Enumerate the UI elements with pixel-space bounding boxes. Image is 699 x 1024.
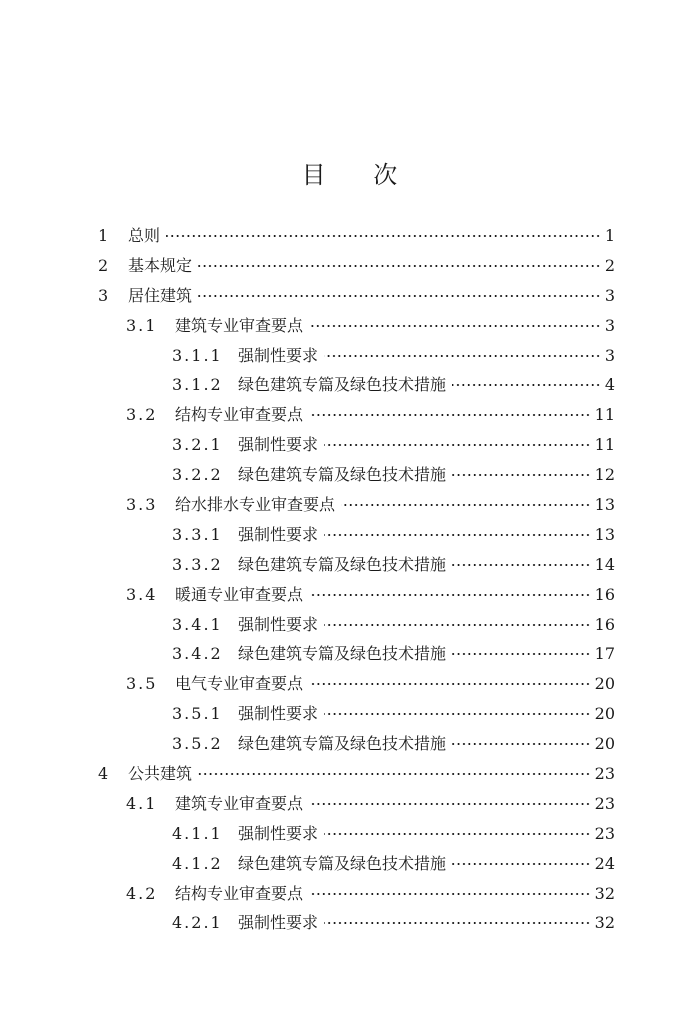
toc-entry-number: 3.1.2 <box>172 375 223 395</box>
toc-entry-number: 3.1 <box>126 315 158 335</box>
toc-entry-page: 32 <box>594 913 615 933</box>
toc-entry-label: 基本规定 <box>128 255 193 275</box>
dot-leader <box>324 355 601 357</box>
toc-entry[interactable] <box>0 580 699 610</box>
dot-leader <box>324 624 591 626</box>
toc-entry-label: 绿色建筑专篇及绿色技术措施 <box>238 853 447 873</box>
dot-leader <box>309 893 591 895</box>
toc-entry-page: 17 <box>594 644 615 664</box>
toc-entry[interactable] <box>0 460 699 490</box>
toc-entry-body <box>238 729 591 759</box>
toc-entry[interactable] <box>0 520 699 550</box>
toc-entry-body <box>238 341 601 371</box>
dot-leader <box>341 504 591 506</box>
dot-leader <box>198 265 601 267</box>
toc-entry-number: 3 <box>98 285 111 305</box>
toc-entry-body <box>128 221 601 251</box>
toc-entry-body <box>128 281 601 311</box>
toc-entry[interactable] <box>0 311 699 341</box>
toc-entry[interactable] <box>0 281 699 311</box>
toc-entry[interactable] <box>0 908 699 938</box>
toc-entry-page: 23 <box>594 764 615 784</box>
toc-entry-page: 16 <box>594 584 615 604</box>
toc-entry-label: 绿色建筑专篇及绿色技术措施 <box>238 465 447 485</box>
toc-entry-number: 3.4 <box>126 584 158 604</box>
page-title: 目 次 <box>301 161 418 189</box>
toc-entry-page: 14 <box>594 554 615 574</box>
toc-entry-body <box>238 610 591 640</box>
toc-entry-number: 3.2.1 <box>172 435 223 455</box>
toc-entry-body <box>238 908 591 938</box>
dot-leader <box>198 295 601 297</box>
toc-entry[interactable] <box>0 759 699 789</box>
toc-entry[interactable] <box>0 370 699 400</box>
toc-entry-body <box>238 520 591 550</box>
toc-entry-page: 11 <box>594 405 615 425</box>
toc-entry-label: 公共建筑 <box>128 764 193 784</box>
toc-entry-page: 3 <box>604 345 615 365</box>
toc-entry-number: 3.3.1 <box>172 524 223 544</box>
toc-entry-page: 13 <box>594 524 615 544</box>
dot-leader <box>324 444 591 446</box>
toc-entry-number: 3.5.1 <box>172 704 223 724</box>
toc-entry-number: 4.2.1 <box>172 913 223 933</box>
toc-entry-number: 3.1.1 <box>172 345 223 365</box>
toc-entry-number: 4.1.2 <box>172 853 223 873</box>
toc-entry-label: 强制性要求 <box>238 704 319 724</box>
toc-entry[interactable] <box>0 879 699 909</box>
dot-leader <box>452 653 591 655</box>
toc-entry-page: 23 <box>594 823 615 843</box>
toc-entry-label: 强制性要求 <box>238 614 319 634</box>
toc-entry-number: 4.2 <box>126 883 158 903</box>
toc-entry-number: 1 <box>98 226 111 245</box>
toc-entry-number: 3.4.1 <box>172 614 223 634</box>
toc-entry-label: 绿色建筑专篇及绿色技术措施 <box>238 644 447 664</box>
toc-entry-number: 3.2 <box>126 405 158 425</box>
toc-entry-number: 4.1.1 <box>172 823 223 843</box>
toc-entry[interactable] <box>0 341 699 371</box>
toc-entry-page: 11 <box>594 435 615 455</box>
dot-leader <box>309 803 591 805</box>
toc-entry-number: 3.2.2 <box>172 465 223 485</box>
toc-entry-body <box>238 370 601 400</box>
toc-entry-number: 3.5 <box>126 674 158 694</box>
dot-leader <box>452 474 591 476</box>
toc-entry[interactable] <box>0 490 699 520</box>
toc-entry-number: 3.3 <box>126 495 158 515</box>
toc-entry-label: 给水排水专业审查要点 <box>175 495 336 515</box>
toc-entry-body <box>238 460 591 490</box>
toc-entry-label: 结构专业审查要点 <box>175 405 304 425</box>
toc-entry[interactable] <box>0 819 699 849</box>
toc-entry-page: 2 <box>604 255 615 275</box>
toc-entry-body <box>238 550 591 580</box>
toc-entry-page: 4 <box>604 375 615 395</box>
table-of-contents <box>0 221 699 938</box>
toc-entry[interactable] <box>0 400 699 430</box>
toc-entry-page: 1 <box>604 226 615 245</box>
toc-entry-label: 暖通专业审查要点 <box>175 584 304 604</box>
toc-entry-body <box>238 639 591 669</box>
toc-entry-number: 3.4.2 <box>172 644 223 664</box>
toc-entry[interactable] <box>0 251 699 281</box>
toc-entry-label: 强制性要求 <box>238 524 319 544</box>
toc-entry[interactable] <box>0 849 699 879</box>
toc-entry-label: 结构专业审查要点 <box>175 883 304 903</box>
dot-leader <box>324 833 591 835</box>
toc-entry-label: 绿色建筑专篇及绿色技术措施 <box>238 734 447 754</box>
toc-entry-page: 20 <box>594 734 615 754</box>
toc-entry[interactable] <box>0 729 699 759</box>
toc-entry-body <box>175 400 591 430</box>
toc-entry-page: 13 <box>594 495 615 515</box>
toc-entry-page: 3 <box>604 315 615 335</box>
dot-leader <box>309 683 591 685</box>
toc-entry-body <box>238 699 591 729</box>
toc-entry-number: 4 <box>98 764 111 784</box>
dot-leader <box>452 384 601 386</box>
toc-entry-page: 12 <box>594 465 615 485</box>
toc-entry[interactable] <box>0 699 699 729</box>
toc-entry[interactable] <box>0 639 699 669</box>
toc-entry-body <box>128 759 591 789</box>
dot-leader <box>324 922 591 924</box>
toc-entry-body <box>175 580 591 610</box>
dot-leader <box>452 743 591 745</box>
toc-entry-body <box>175 311 601 341</box>
toc-entry-body <box>175 490 591 520</box>
toc-entry-body <box>238 819 591 849</box>
toc-entry-label: 居住建筑 <box>128 285 193 305</box>
toc-entry-number: 4.1 <box>126 793 158 813</box>
toc-entry-label: 绿色建筑专篇及绿色技术措施 <box>238 375 447 395</box>
toc-entry-page: 20 <box>594 674 615 694</box>
toc-entry-label: 强制性要求 <box>238 435 319 455</box>
toc-entry-page: 3 <box>604 285 615 305</box>
toc-entry-label: 强制性要求 <box>238 345 319 365</box>
dot-leader <box>166 235 601 237</box>
toc-entry-body <box>128 251 601 281</box>
toc-entry-label: 电气专业审查要点 <box>175 674 304 694</box>
toc-entry[interactable] <box>0 550 699 580</box>
dot-leader <box>309 325 601 327</box>
toc-entry-label: 建筑专业审查要点 <box>175 315 304 335</box>
dot-leader <box>198 773 591 775</box>
toc-entry-label: 总则 <box>128 226 161 245</box>
toc-entry[interactable] <box>0 669 699 699</box>
toc-entry-label: 强制性要求 <box>238 823 319 843</box>
toc-entry-body <box>175 879 591 909</box>
dot-leader <box>324 713 591 715</box>
toc-entry[interactable] <box>0 610 699 640</box>
toc-entry-number: 3.3.2 <box>172 554 223 574</box>
dot-leader <box>452 863 591 865</box>
dot-leader <box>452 564 591 566</box>
toc-entry-body <box>175 789 591 819</box>
toc-entry-label: 强制性要求 <box>238 913 319 933</box>
toc-entry[interactable] <box>0 221 699 251</box>
dot-leader <box>309 594 591 596</box>
toc-entry[interactable] <box>0 430 699 460</box>
dot-leader <box>309 414 591 416</box>
toc-entry-page: 23 <box>594 793 615 813</box>
toc-entry-body <box>175 669 591 699</box>
toc-entry-number: 2 <box>98 255 111 275</box>
toc-entry-page: 32 <box>594 883 615 903</box>
toc-entry[interactable] <box>0 789 699 819</box>
toc-entry-label: 建筑专业审查要点 <box>175 793 304 813</box>
toc-entry-page: 24 <box>594 853 615 873</box>
toc-entry-label: 绿色建筑专篇及绿色技术措施 <box>238 554 447 574</box>
toc-entry-page: 16 <box>594 614 615 634</box>
dot-leader <box>324 534 591 536</box>
toc-entry-number: 3.5.2 <box>172 734 223 754</box>
toc-entry-page: 20 <box>594 704 615 724</box>
toc-entry-body <box>238 849 591 879</box>
toc-entry-body <box>238 430 591 460</box>
